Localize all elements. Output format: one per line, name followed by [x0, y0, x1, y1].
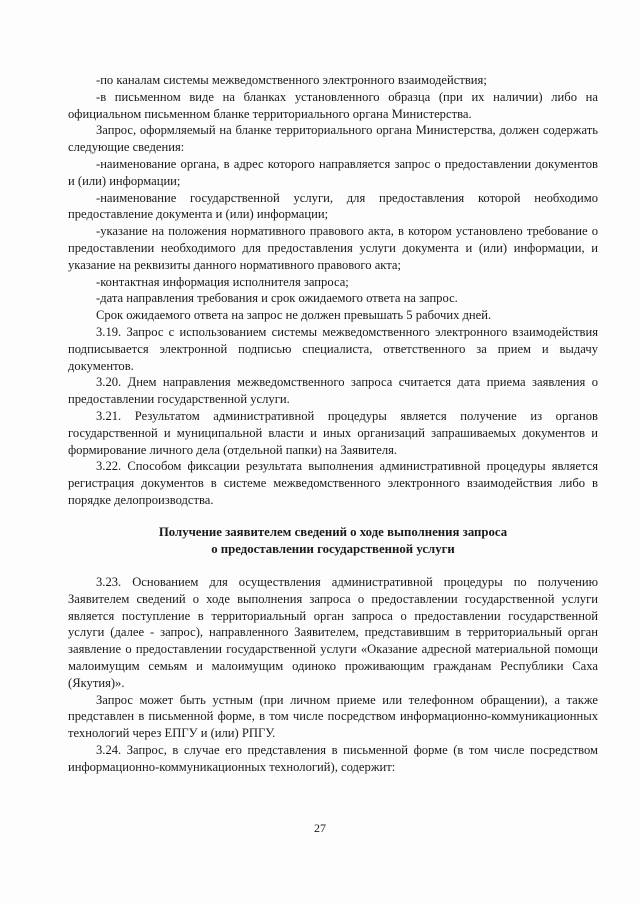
paragraph: -наименование органа, в адрес которого направляется запрос о предоставлении документов и (или) информации;: [68, 156, 598, 188]
paragraph: 3.22. Способом фиксации результата выполнения административной процедуры является регистрация документов в системе межведомственного электронного взаимодействия либо в порядке делопроизводства.: [68, 459, 598, 507]
paragraph: -контактная информация исполнителя запроса;: [96, 274, 349, 289]
paragraph: -по каналам системы межведомственного электронного взаимодействия;: [96, 73, 487, 87]
heading-line: о предоставлении государственной услуги: [211, 542, 455, 556]
paragraph: -указание на положения нормативного правового акта, в котором установлено требование о предоставлении необходимого для предоставления услуги документа и (или) информации, и указание на реквизиты данного нормативного правового акта;: [68, 224, 598, 272]
paragraph: -дата направления требования и срок ожидаемого ответа на запрос.: [96, 291, 458, 306]
paragraph: 3.20. Днем направления межведомственного запроса считается дата приема заявления о предоставлении государственной услуги.: [68, 375, 598, 407]
section-bottom: [68, 574, 598, 776]
paragraph: -наименование государственной услуги, для предоставления которой необходимо предоставление документа и (или) информации;: [68, 190, 598, 222]
section-heading: [68, 524, 598, 558]
paragraph: 3.24. Запрос, в случае его представления в письменной форме (в том числе посредством информационно-коммуникационных технологий), содержит:: [68, 742, 598, 774]
paragraph: 3.19. Запрос с использованием системы межведомственного электронного взаимодействия подписывается электронной подписью специалиста, ответственного за прием и выдачу документов.: [68, 324, 598, 373]
paragraph: Срок ожидаемого ответа на запрос не должен превышать 5 рабочих дней.: [96, 308, 492, 323]
section-top: [68, 72, 598, 509]
page-number: 27: [314, 821, 326, 835]
paragraph: Запрос может быть устным (при личном приеме или телефонном обращении), а также представлен в письменной форме, в том числе посредством информационно-коммуникационных технологий через ЕПГУ и (или) РПГУ.: [68, 692, 598, 741]
heading-line: Получение заявителем сведений о ходе выполнения запроса: [158, 525, 508, 539]
paragraph: 3.21. Результатом административной процедуры является получение из органов государственной и муниципальной власти и иных организаций запрашиваемых документов и формирование личного дела (отдельной папки) на Заявителя.: [68, 408, 598, 457]
paragraph: -в письменном виде на бланках установленного образца (при их наличии) либо на официальном письменном бланке территориального органа Министерства.: [68, 89, 598, 121]
paragraph: Запрос, оформляемый на бланке территориального органа Министерства, должен содержать следующие сведения:: [68, 123, 598, 155]
paragraph: 3.23. Основанием для осуществления административной процедуры по получению Заявителем сведений о ходе выполнения запроса о предоставлении государственной услуги является поступление в территориальный орган запроса о предоставлении государственной услуги (далее - запрос), направленного Заявителем, представившим в территориальный орган заявление о предоставлении государственной услуги «Оказание адресной материальной помощи малоимущим семьям и малоимущим одиноко проживающим гражданам Республики Саха (Якутия)».: [68, 575, 598, 690]
